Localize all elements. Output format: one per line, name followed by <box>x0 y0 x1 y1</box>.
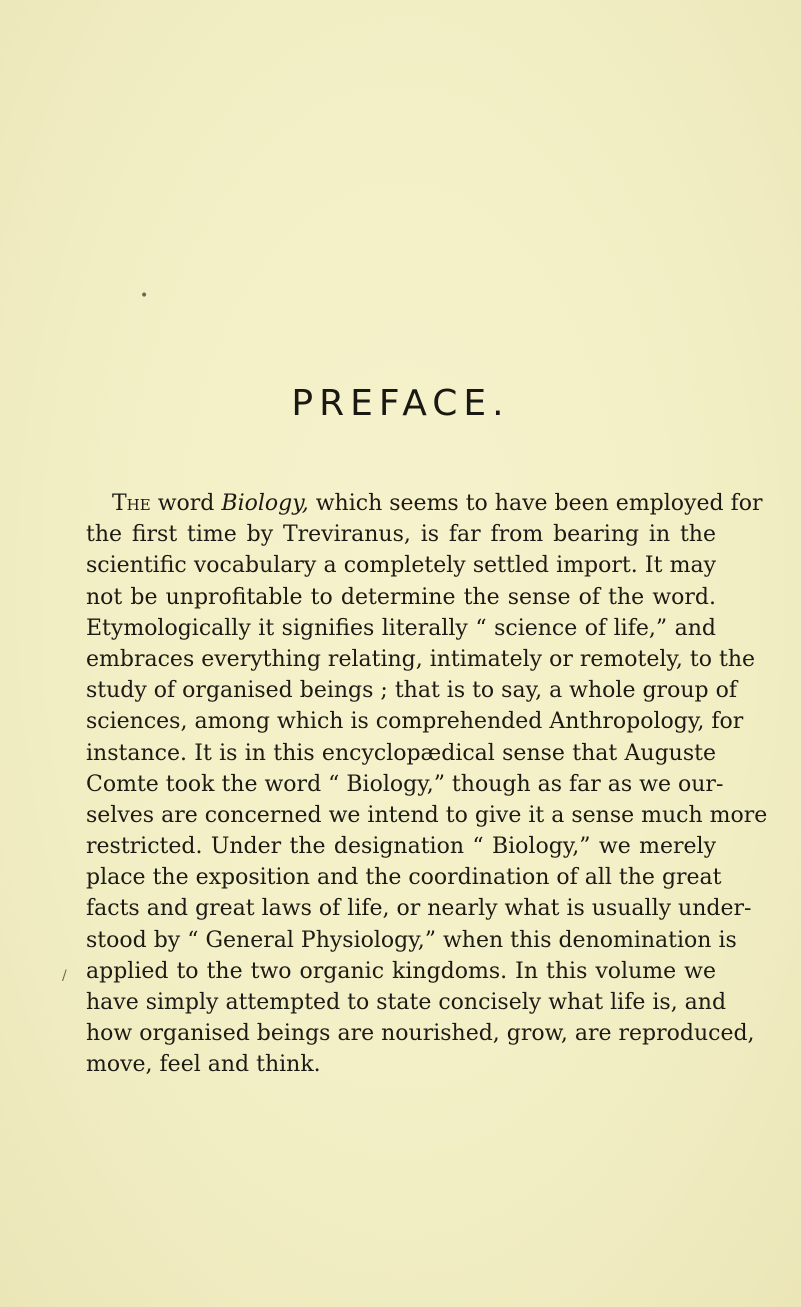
paragraph-line-1: The word Biology, which seems to have been employed for <box>112 491 763 516</box>
paragraph-line: facts and great laws of life, or nearly what is usually under- <box>86 896 752 922</box>
margin-pencil-mark: / <box>62 968 67 984</box>
paragraph-line: the first time by Treviranus, is far from bearing in the <box>86 522 716 548</box>
lead-word: The <box>112 491 151 516</box>
paragraph-line: sciences, among which is comprehended Anthropology, for <box>86 709 744 735</box>
paragraph-line: selves are concerned we intend to give it a sense much more <box>86 802 768 828</box>
page-title: PREFACE. <box>291 383 510 424</box>
italic-term: Biology, <box>221 491 309 516</box>
paper-speck: • <box>140 288 149 304</box>
preface-paragraph <box>86 488 768 1081</box>
paragraph-line: have simply attempted to state concisely what life is, and <box>86 990 727 1015</box>
paragraph-line: not be unprofitable to determine the sense of the word. <box>86 584 716 610</box>
paragraph-line: Comte took the word “ Biology,” though as far as we our- <box>86 771 724 797</box>
paragraph-line: applied to the two organic kingdoms. In this volume we <box>86 958 716 984</box>
paragraph-line: embraces everything relating, intimately or remotely, to the <box>86 646 756 672</box>
paragraph-line: scientific vocabulary a completely settled import. It may <box>86 553 716 579</box>
paragraph-line: instance. It is in this encyclopædical sense that Auguste <box>86 740 716 766</box>
paragraph-line: how organised beings are nourished, grow, are reproduced, <box>86 1021 755 1047</box>
paragraph-line: restricted. Under the designation “ Biology,” we merely <box>86 834 716 860</box>
paragraph-line: Etymologically it signifies literally “ science of life,” and <box>86 615 716 641</box>
paragraph-line: stood by “ General Physiology,” when this denomination is <box>86 927 737 953</box>
paragraph-line: move, feel and think. <box>86 1052 321 1078</box>
paragraph-line: study of organised beings ; that is to say, a whole group of <box>86 678 737 704</box>
paragraph-line: place the exposition and the coordination of all the great <box>86 865 722 891</box>
